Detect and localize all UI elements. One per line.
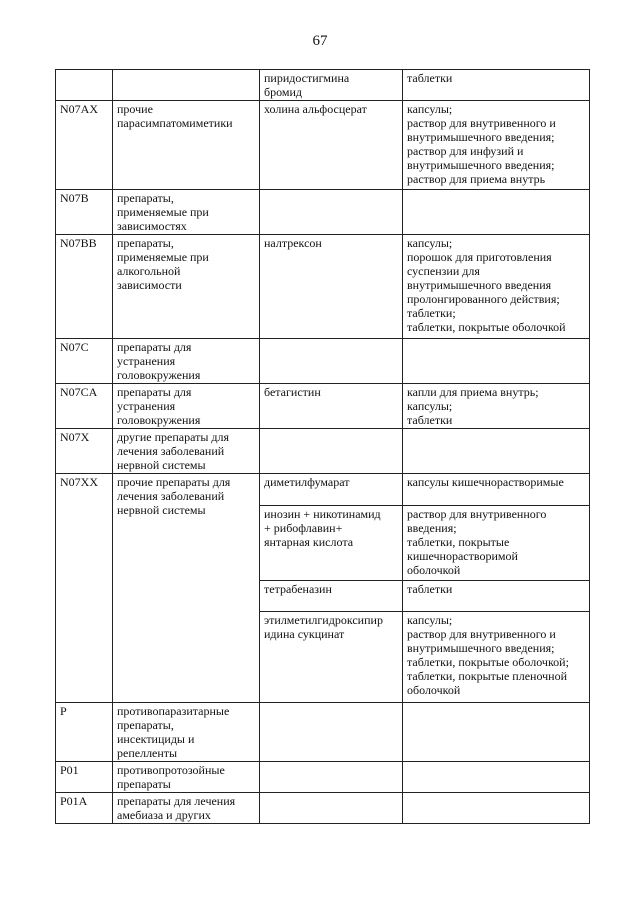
group-name-cell-line: другие препараты для: [117, 430, 230, 444]
dosage-form-cell-line: таблетки: [407, 413, 453, 427]
atc-code-cell: [56, 429, 113, 474]
drug-name-cell: [260, 581, 403, 612]
dosage-form-cell-line: раствор для инфузий и: [407, 144, 524, 158]
atc-code-cell-line: P01: [60, 763, 79, 777]
drug-name-cell-line: тетрабеназин: [264, 582, 332, 596]
dosage-form-cell: [403, 339, 590, 384]
table-row: [56, 474, 590, 506]
group-name-cell-line: препараты: [117, 777, 171, 791]
dosage-form-cell: [403, 429, 590, 474]
atc-code-cell: [56, 793, 113, 824]
dosage-form-cell-line: капсулы;: [407, 102, 453, 116]
dosage-form-cell-line: капсулы;: [407, 613, 453, 627]
group-name-cell: [113, 190, 260, 235]
group-name-cell: [113, 384, 260, 429]
dosage-form-cell: [403, 384, 590, 429]
table-row: [56, 190, 590, 235]
atc-code-cell-line: P01A: [60, 794, 88, 808]
group-name-cell-line: головокружения: [117, 368, 201, 382]
drug-name-cell-line: инозин + никотинамид: [264, 507, 381, 521]
dosage-form-cell: [403, 235, 590, 339]
group-name-cell: [113, 101, 260, 190]
dosage-form-cell-line: внутримышечного введения;: [407, 158, 555, 172]
dosage-form-cell-line: капсулы кишечнорастворимые: [407, 475, 564, 489]
group-name-cell-line: препараты для лечения: [117, 794, 236, 808]
table-row: [56, 339, 590, 384]
atc-code-cell-line: P: [60, 704, 67, 718]
drug-name-cell: [260, 235, 403, 339]
dosage-form-cell-line: внутримышечного введения;: [407, 641, 555, 655]
atc-code-cell-line: N07C: [60, 340, 89, 354]
dosage-form-cell-line: капсулы;: [407, 236, 453, 250]
atc-code-cell: [56, 703, 113, 762]
group-name-cell: [113, 235, 260, 339]
dosage-form-cell-line: капсулы;: [407, 399, 453, 413]
drug-name-cell-line: янтарная кислота: [264, 535, 354, 549]
dosage-form-cell: [403, 506, 590, 581]
drug-name-cell: [260, 101, 403, 190]
dosage-form-cell-line: таблетки, покрытые пленочной: [407, 669, 568, 683]
group-name-cell-line: препараты для: [117, 340, 192, 354]
drug-name-cell: [260, 190, 403, 235]
table-row: [56, 703, 590, 762]
dosage-form-cell: [403, 581, 590, 612]
drug-name-cell: [260, 612, 403, 703]
atc-code-cell: [56, 762, 113, 793]
dosage-form-cell-line: раствор для внутривенного и: [407, 627, 556, 641]
drug-name-cell-line: налтрексон: [264, 236, 322, 250]
atc-code-cell-line: N07XX: [60, 475, 98, 489]
atc-code-cell: [56, 235, 113, 339]
drug-name-cell: [260, 384, 403, 429]
dosage-form-cell-line: введения;: [407, 521, 457, 535]
dosage-form-cell: [403, 762, 590, 793]
atc-code-cell: [56, 70, 113, 101]
drug-name-cell-line: диметилфумарат: [264, 475, 350, 489]
drug-name-cell: [260, 70, 403, 101]
drug-name-cell: [260, 474, 403, 506]
group-name-cell-line: репелленты: [117, 746, 178, 760]
group-name-cell-line: применяемые при: [117, 205, 209, 219]
group-name-cell-line: прочие препараты для: [117, 475, 231, 489]
group-name-cell-line: препараты для: [117, 385, 192, 399]
drug-name-cell-line: бетагистин: [264, 385, 321, 399]
dosage-form-cell-line: суспензии для: [407, 264, 480, 278]
drug-name-cell-line: этилметилгидроксипир: [264, 613, 383, 627]
drug-name-cell: [260, 762, 403, 793]
group-name-cell: [113, 70, 260, 101]
group-name-cell-line: прочие: [117, 102, 153, 116]
group-name-cell-line: парасимпатомиметики: [117, 116, 233, 130]
table-row: [56, 384, 590, 429]
group-name-cell-line: лечения заболеваний: [117, 489, 225, 503]
table-row: [56, 70, 590, 101]
dosage-form-cell-line: внутримышечного введения;: [407, 130, 555, 144]
atc-code-cell-line: N07X: [60, 430, 90, 444]
dosage-form-cell-line: таблетки: [407, 582, 453, 596]
group-name-cell: [113, 339, 260, 384]
dosage-form-cell: [403, 101, 590, 190]
group-name-cell-line: амебиаза и других: [117, 808, 211, 822]
drug-name-cell: [260, 793, 403, 824]
dosage-form-cell-line: кишечнорастворимой: [407, 549, 518, 563]
group-name-cell: [113, 762, 260, 793]
dosage-form-cell-line: раствор для внутривенного: [407, 507, 547, 521]
group-name-cell-line: препараты,: [117, 191, 174, 205]
atc-code-cell: [56, 474, 113, 703]
dosage-form-cell: [403, 793, 590, 824]
group-name-cell-line: нервной системы: [117, 503, 206, 517]
drug-name-cell: [260, 429, 403, 474]
group-name-cell-line: применяемые при: [117, 250, 209, 264]
dosage-form-cell-line: раствор для приема внутрь: [407, 172, 546, 186]
dosage-form-cell-line: внутримышечного введения: [407, 278, 552, 292]
drug-name-cell-line: бромид: [264, 85, 302, 99]
dosage-form-cell-line: оболочкой: [407, 683, 461, 697]
table-row: [56, 762, 590, 793]
page-number: 67: [312, 33, 328, 49]
drug-name-cell: [260, 506, 403, 581]
dosage-form-cell-line: оболочкой: [407, 563, 461, 577]
table-row: [56, 793, 590, 824]
drug-name-cell-line: пиридостигмина: [264, 71, 350, 85]
drug-name-cell: [260, 703, 403, 762]
dosage-form-cell-line: таблетки, покрытые оболочкой;: [407, 655, 569, 669]
group-name-cell-line: лечения заболеваний: [117, 444, 225, 458]
drug-name-cell-line: + рибофлавин+: [264, 521, 343, 535]
group-name-cell-line: зависимостях: [117, 219, 187, 233]
table-row: [56, 235, 590, 339]
group-name-cell: [113, 793, 260, 824]
group-name-cell: [113, 703, 260, 762]
group-name-cell-line: инсектициды и: [117, 732, 195, 746]
atc-code-cell: [56, 101, 113, 190]
atc-code-cell: [56, 339, 113, 384]
atc-code-cell-line: N07CA: [60, 385, 98, 399]
table-row: [56, 101, 590, 190]
dosage-form-cell-line: таблетки: [407, 71, 453, 85]
group-name-cell-line: противопротозойные: [117, 763, 225, 777]
dosage-form-cell-line: таблетки, покрытые: [407, 535, 510, 549]
group-name-cell-line: алкогольной: [117, 264, 181, 278]
group-name-cell: [113, 474, 260, 703]
table-row: [56, 429, 590, 474]
dosage-form-cell-line: таблетки;: [407, 306, 456, 320]
group-name-cell: [113, 429, 260, 474]
atc-code-cell: [56, 190, 113, 235]
drug-name-cell-line: холина альфосцерат: [264, 102, 367, 116]
group-name-cell-line: противопаразитарные: [117, 704, 230, 718]
atc-code-cell: [56, 384, 113, 429]
dosage-form-cell-line: таблетки, покрытые оболочкой: [407, 320, 566, 334]
dosage-form-cell-line: капли для приема внутрь;: [407, 385, 539, 399]
group-name-cell-line: препараты,: [117, 236, 174, 250]
group-name-cell-line: нервной системы: [117, 458, 206, 472]
dosage-form-cell: [403, 474, 590, 506]
drug-name-cell: [260, 339, 403, 384]
group-name-cell-line: устранения: [117, 399, 176, 413]
atc-code-cell-line: N07AX: [60, 102, 98, 116]
dosage-form-cell: [403, 70, 590, 101]
group-name-cell-line: препараты,: [117, 718, 174, 732]
drug-classification-table: [55, 69, 590, 824]
dosage-form-cell-line: пролонгированного действия;: [407, 292, 560, 306]
group-name-cell-line: головокружения: [117, 413, 201, 427]
dosage-form-cell-line: порошок для приготовления: [407, 250, 552, 264]
dosage-form-cell-line: раствор для внутривенного и: [407, 116, 556, 130]
dosage-form-cell: [403, 190, 590, 235]
dosage-form-cell: [403, 612, 590, 703]
group-name-cell-line: зависимости: [117, 278, 182, 292]
group-name-cell-line: устранения: [117, 354, 176, 368]
dosage-form-cell: [403, 703, 590, 762]
drug-name-cell-line: идина сукцинат: [264, 627, 345, 641]
atc-code-cell-line: N07B: [60, 191, 89, 205]
atc-code-cell-line: N07BB: [60, 236, 97, 250]
